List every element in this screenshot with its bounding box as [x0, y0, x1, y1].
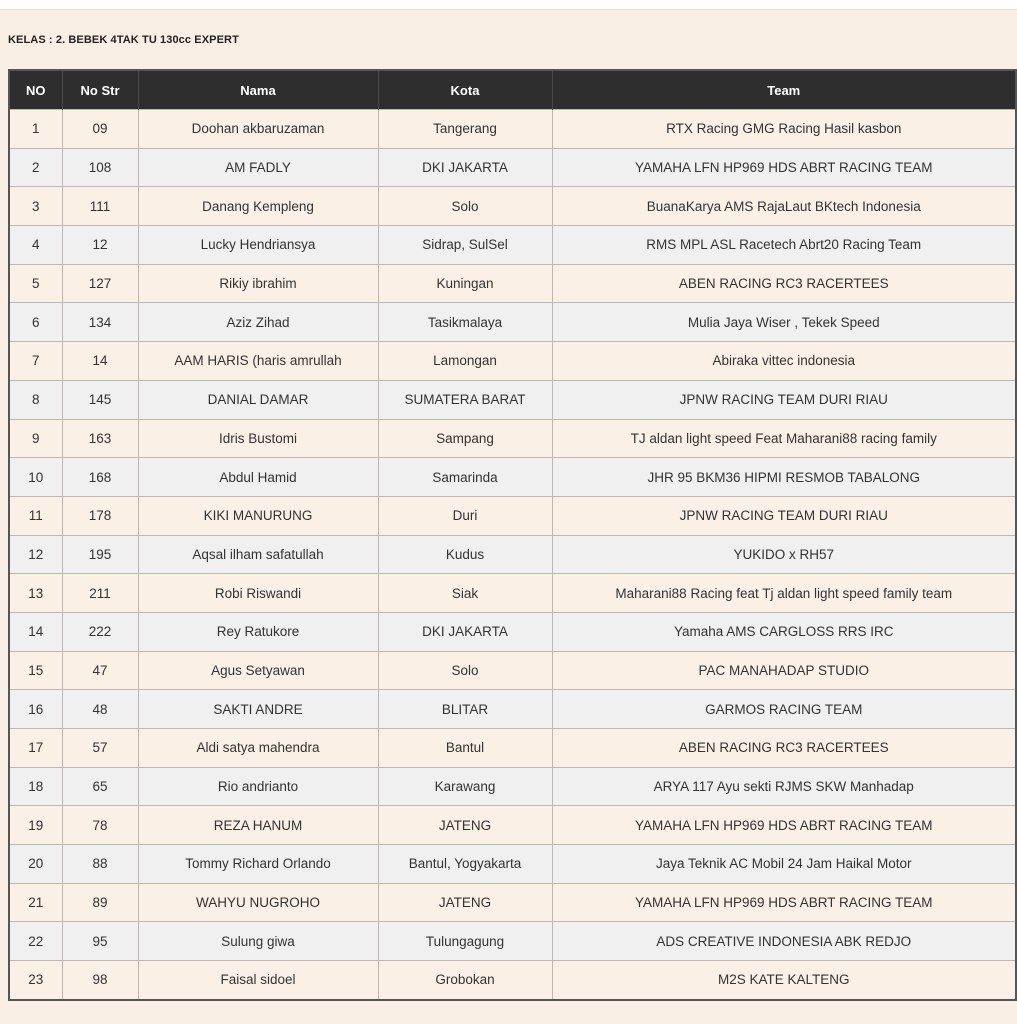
cell-no-str: 222 — [62, 612, 138, 651]
column-header-no: NO — [9, 70, 62, 110]
cell-no: 20 — [9, 845, 62, 884]
cell-nama: AM FADLY — [138, 148, 378, 187]
cell-no-str: 09 — [62, 110, 138, 149]
cell-nama: REZA HANUM — [138, 806, 378, 845]
cell-no-str: 111 — [62, 187, 138, 226]
cell-team: Maharani88 Racing feat Tj aldan light speed family team — [552, 574, 1016, 613]
table-row — [9, 767, 1016, 806]
cell-kota: Duri — [378, 496, 552, 535]
cell-no: 23 — [9, 961, 62, 1000]
cell-no-str: 195 — [62, 535, 138, 574]
table-row — [9, 148, 1016, 187]
table-row — [9, 342, 1016, 381]
cell-kota: DKI JAKARTA — [378, 148, 552, 187]
content-panel — [0, 9, 1017, 1024]
table-row — [9, 264, 1016, 303]
cell-nama: Idris Bustomi — [138, 419, 378, 458]
cell-no: 11 — [9, 496, 62, 535]
cell-no: 7 — [9, 342, 62, 381]
cell-no: 18 — [9, 767, 62, 806]
column-header-nama: Nama — [138, 70, 378, 110]
cell-nama: Sulung giwa — [138, 922, 378, 961]
column-header-kota: Kota — [378, 70, 552, 110]
cell-no: 13 — [9, 574, 62, 613]
cell-kota: Tangerang — [378, 110, 552, 149]
cell-nama: Faisal sidoel — [138, 961, 378, 1000]
class-title: KELAS : 2. BEBEK 4TAK TU 130cc EXPERT — [8, 34, 239, 46]
cell-kota: Solo — [378, 187, 552, 226]
cell-kota: Samarinda — [378, 458, 552, 497]
column-header-no-str: No Str — [62, 70, 138, 110]
cell-no: 22 — [9, 922, 62, 961]
table-row — [9, 690, 1016, 729]
cell-no-str: 211 — [62, 574, 138, 613]
cell-nama: WAHYU NUGROHO — [138, 883, 378, 922]
cell-no: 17 — [9, 729, 62, 768]
cell-no: 5 — [9, 264, 62, 303]
cell-kota: Grobokan — [378, 961, 552, 1000]
cell-team: YAMAHA LFN HP969 HDS ABRT RACING TEAM — [552, 806, 1016, 845]
table-row — [9, 303, 1016, 342]
cell-no-str: 145 — [62, 380, 138, 419]
cell-no: 16 — [9, 690, 62, 729]
cell-nama: Doohan akbaruzaman — [138, 110, 378, 149]
cell-kota: BLITAR — [378, 690, 552, 729]
table-row — [9, 845, 1016, 884]
cell-team: ARYA 117 Ayu sekti RJMS SKW Manhadap — [552, 767, 1016, 806]
cell-no-str: 178 — [62, 496, 138, 535]
cell-team: ABEN RACING RC3 RACERTEES — [552, 264, 1016, 303]
cell-nama: Rikiy ibrahim — [138, 264, 378, 303]
table-row — [9, 226, 1016, 265]
cell-nama: Danang Kempleng — [138, 187, 378, 226]
cell-no: 2 — [9, 148, 62, 187]
participants-table — [8, 69, 1017, 1001]
cell-nama: AAM HARIS (haris amrullah — [138, 342, 378, 381]
table-row — [9, 496, 1016, 535]
cell-team: YUKIDO x RH57 — [552, 535, 1016, 574]
cell-team: Yamaha AMS CARGLOSS RRS IRC — [552, 612, 1016, 651]
cell-no: 10 — [9, 458, 62, 497]
cell-no: 4 — [9, 226, 62, 265]
table-row — [9, 806, 1016, 845]
cell-no: 6 — [9, 303, 62, 342]
cell-no-str: 14 — [62, 342, 138, 381]
cell-nama: SAKTI ANDRE — [138, 690, 378, 729]
cell-kota: DKI JAKARTA — [378, 612, 552, 651]
cell-kota: Kudus — [378, 535, 552, 574]
cell-nama: Abdul Hamid — [138, 458, 378, 497]
table-row — [9, 380, 1016, 419]
cell-no-str: 134 — [62, 303, 138, 342]
cell-team: RMS MPL ASL Racetech Abrt20 Racing Team — [552, 226, 1016, 265]
cell-nama: Agus Setyawan — [138, 651, 378, 690]
table-row — [9, 458, 1016, 497]
cell-no: 15 — [9, 651, 62, 690]
cell-team: RTX Racing GMG Racing Hasil kasbon — [552, 110, 1016, 149]
cell-kota: Tulungagung — [378, 922, 552, 961]
cell-team: ABEN RACING RC3 RACERTEES — [552, 729, 1016, 768]
cell-team: BuanaKarya AMS RajaLaut BKtech Indonesia — [552, 187, 1016, 226]
cell-nama: Aqsal ilham safatullah — [138, 535, 378, 574]
table-row — [9, 110, 1016, 149]
cell-no-str: 78 — [62, 806, 138, 845]
cell-no: 12 — [9, 535, 62, 574]
table-row — [9, 651, 1016, 690]
cell-kota: Lamongan — [378, 342, 552, 381]
cell-no: 8 — [9, 380, 62, 419]
cell-no: 3 — [9, 187, 62, 226]
cell-nama: Lucky Hendriansya — [138, 226, 378, 265]
table-row — [9, 187, 1016, 226]
table-row — [9, 922, 1016, 961]
cell-nama: Aldi satya mahendra — [138, 729, 378, 768]
cell-no: 21 — [9, 883, 62, 922]
table-row — [9, 729, 1016, 768]
cell-team: JPNW RACING TEAM DURI RIAU — [552, 496, 1016, 535]
cell-kota: JATENG — [378, 806, 552, 845]
cell-kota: Siak — [378, 574, 552, 613]
cell-team: JHR 95 BKM36 HIPMI RESMOB TABALONG — [552, 458, 1016, 497]
cell-nama: Rey Ratukore — [138, 612, 378, 651]
table-row — [9, 612, 1016, 651]
cell-team: YAMAHA LFN HP969 HDS ABRT RACING TEAM — [552, 148, 1016, 187]
cell-nama: KIKI MANURUNG — [138, 496, 378, 535]
cell-no-str: 12 — [62, 226, 138, 265]
table-row — [9, 535, 1016, 574]
table-row — [9, 574, 1016, 613]
header-row — [9, 70, 1016, 110]
cell-team: ADS CREATIVE INDONESIA ABK REDJO — [552, 922, 1016, 961]
cell-kota: Bantul, Yogyakarta — [378, 845, 552, 884]
cell-no-str: 65 — [62, 767, 138, 806]
cell-no-str: 89 — [62, 883, 138, 922]
cell-no-str: 127 — [62, 264, 138, 303]
cell-team: PAC MANAHADAP STUDIO — [552, 651, 1016, 690]
cell-team: JPNW RACING TEAM DURI RIAU — [552, 380, 1016, 419]
cell-kota: JATENG — [378, 883, 552, 922]
cell-team: Abiraka vittec indonesia — [552, 342, 1016, 381]
cell-no-str: 48 — [62, 690, 138, 729]
cell-kota: Kuningan — [378, 264, 552, 303]
cell-nama: Robi Riswandi — [138, 574, 378, 613]
cell-nama: Tommy Richard Orlando — [138, 845, 378, 884]
cell-kota: Sidrap, SulSel — [378, 226, 552, 265]
cell-kota: Tasikmalaya — [378, 303, 552, 342]
cell-kota: SUMATERA BARAT — [378, 380, 552, 419]
cell-no-str: 88 — [62, 845, 138, 884]
table-row — [9, 419, 1016, 458]
cell-no-str: 98 — [62, 961, 138, 1000]
table-body — [9, 110, 1016, 1000]
cell-no-str: 168 — [62, 458, 138, 497]
cell-nama: Rio andrianto — [138, 767, 378, 806]
cell-no: 19 — [9, 806, 62, 845]
table-row — [9, 883, 1016, 922]
cell-no-str: 163 — [62, 419, 138, 458]
cell-team: Mulia Jaya Wiser , Tekek Speed — [552, 303, 1016, 342]
cell-team: YAMAHA LFN HP969 HDS ABRT RACING TEAM — [552, 883, 1016, 922]
cell-no: 1 — [9, 110, 62, 149]
cell-no-str: 57 — [62, 729, 138, 768]
cell-team: TJ aldan light speed Feat Maharani88 racing family — [552, 419, 1016, 458]
cell-no-str: 108 — [62, 148, 138, 187]
cell-team: Jaya Teknik AC Mobil 24 Jam Haikal Motor — [552, 845, 1016, 884]
cell-kota: Solo — [378, 651, 552, 690]
table-row — [9, 961, 1016, 1000]
cell-kota: Bantul — [378, 729, 552, 768]
cell-team: GARMOS RACING TEAM — [552, 690, 1016, 729]
cell-team: M2S KATE KALTENG — [552, 961, 1016, 1000]
cell-no: 9 — [9, 419, 62, 458]
cell-kota: Sampang — [378, 419, 552, 458]
column-header-team: Team — [552, 70, 1016, 110]
cell-no: 14 — [9, 612, 62, 651]
cell-no-str: 47 — [62, 651, 138, 690]
cell-nama: Aziz Zihad — [138, 303, 378, 342]
cell-no-str: 95 — [62, 922, 138, 961]
cell-kota: Karawang — [378, 767, 552, 806]
cell-nama: DANIAL DAMAR — [138, 380, 378, 419]
